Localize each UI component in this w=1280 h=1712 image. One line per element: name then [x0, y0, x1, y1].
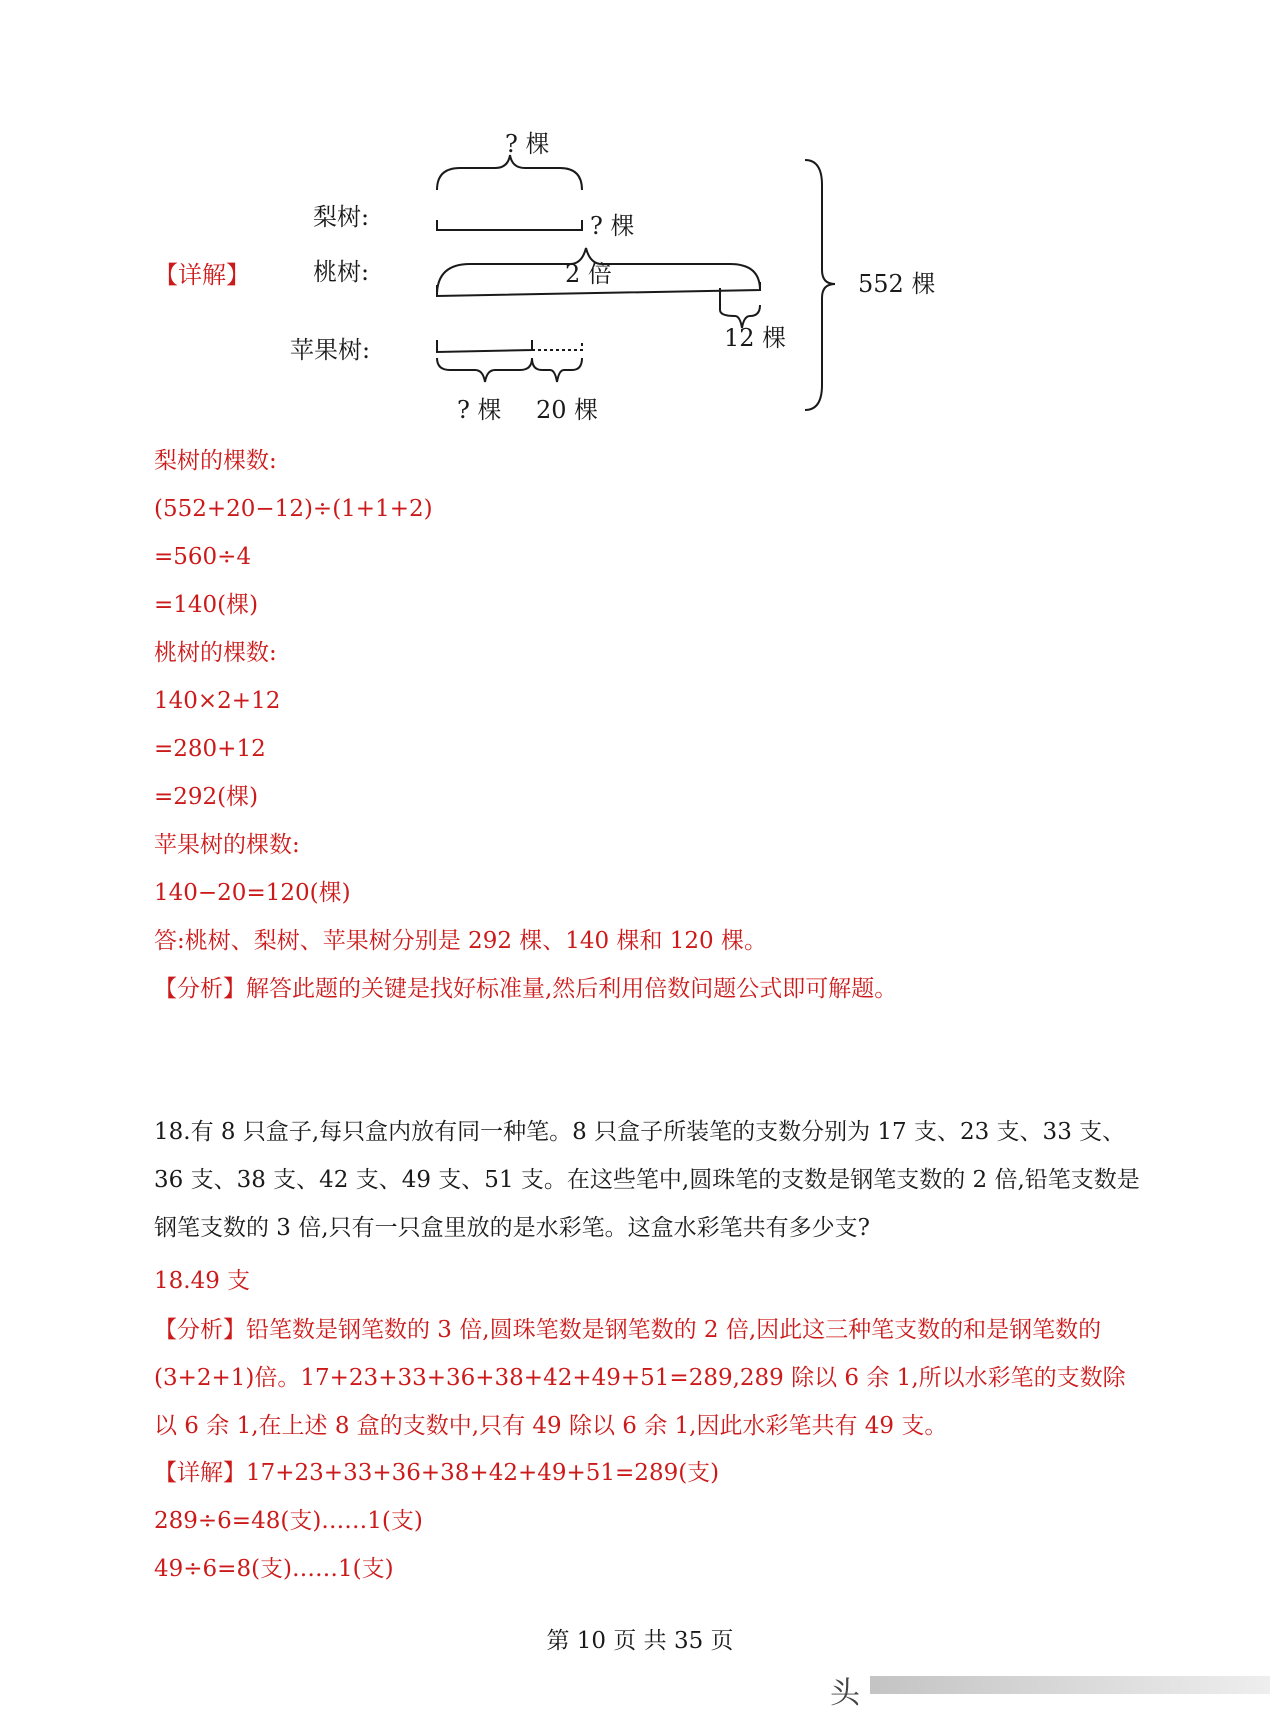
apple-right-brace	[532, 358, 582, 382]
solution-line: =140(棵)	[154, 592, 259, 618]
peach-label: 桃树:	[313, 258, 370, 286]
apple-minus-label: 20 棵	[536, 396, 599, 424]
page-footer: 第 10 页 共 35 页	[546, 1628, 734, 1654]
peach-extra-brace	[720, 288, 760, 328]
solution-answer: 答:桃树、梨树、苹果树分别是 292 棵、140 棵和 120 棵。	[154, 928, 768, 954]
detail-line: 289÷6=48(支)……1(支)	[154, 1508, 423, 1534]
solution-line: 桃树的棵数:	[154, 640, 277, 666]
solution-line: =292(棵)	[154, 784, 259, 810]
line-segment-diagram	[0, 0, 1280, 440]
solution-line: 梨树的棵数:	[154, 448, 277, 474]
solution-line: 140×2+12	[154, 688, 281, 714]
xiangjie-tag: 【详解】	[154, 261, 250, 289]
total-label: 552 棵	[858, 270, 936, 298]
pear-top-brace	[437, 155, 582, 190]
top-question-label: ? 棵	[505, 130, 550, 158]
watermark-bar	[870, 1676, 1270, 1694]
apple-label: 苹果树:	[290, 336, 371, 364]
analysis-text: 铅笔数是钢笔数的 3 倍,圆珠笔数是钢笔数的 2 倍,因此这三种笔支数的和是钢笔数的(3+2+1)倍。17+23+33+36+38+42+49+51=289,289 除以 6 余 1,所以水彩笔的支数除以 6 余 1,在上述 8 盒的支数中,只有 49 除以 6 余 1,因此水彩笔共有 49 支。	[154, 1317, 1126, 1439]
peach-times-label: 2 倍	[565, 260, 612, 288]
peach-extra-label: 12 棵	[724, 324, 787, 352]
problem-18-answer: 18.49 支	[154, 1268, 251, 1294]
solution-line: 苹果树的棵数:	[154, 832, 300, 858]
apple-dotted	[532, 340, 582, 350]
problem-18-detail	[154, 1458, 719, 1488]
detail-line: 49÷6=8(支)……1(支)	[154, 1556, 394, 1582]
pear-label: 梨树:	[313, 203, 370, 231]
detail-tag: 【详解】	[154, 1460, 246, 1486]
watermark	[830, 1668, 1280, 1711]
pear-bar	[437, 220, 582, 230]
analysis-17	[154, 974, 897, 1004]
apple-question-label: ? 棵	[457, 396, 502, 424]
pear-question-label: ? 棵	[590, 212, 635, 240]
analysis-tag: 【分析】	[154, 1317, 246, 1343]
solution-line: =280+12	[154, 736, 266, 762]
solution-line: 140−20=120(棵)	[154, 880, 351, 906]
total-brace	[805, 160, 835, 410]
problem-18-analysis	[154, 1306, 1144, 1450]
analysis-tag: 【分析】	[154, 976, 246, 1002]
apple-bar	[437, 340, 532, 352]
detail-text: 17+23+33+36+38+42+49+51=289(支)	[246, 1460, 720, 1486]
apple-left-brace	[437, 358, 532, 382]
solution-line: =560÷4	[154, 544, 252, 570]
problem-18-question: 18.有 8 只盒子,每只盒内放有同一种笔。8 只盒子所装笔的支数分别为 17 支、23 支、33 支、36 支、38 支、42 支、49 支、51 支。在这些笔中,圆珠笔的支数是钢笔支数的 2 倍,铅笔支数是钢笔支数的 3 倍,只有一只盒里放的是水彩笔。这盒水彩笔共有多少支?	[154, 1119, 1140, 1241]
analysis-text: 解答此题的关键是找好标准量,然后利用倍数问题公式即可解题。	[246, 976, 898, 1002]
solution-line: (552+20−12)÷(1+1+2)	[154, 496, 433, 522]
watermark-text: 头	[830, 1676, 860, 1711]
